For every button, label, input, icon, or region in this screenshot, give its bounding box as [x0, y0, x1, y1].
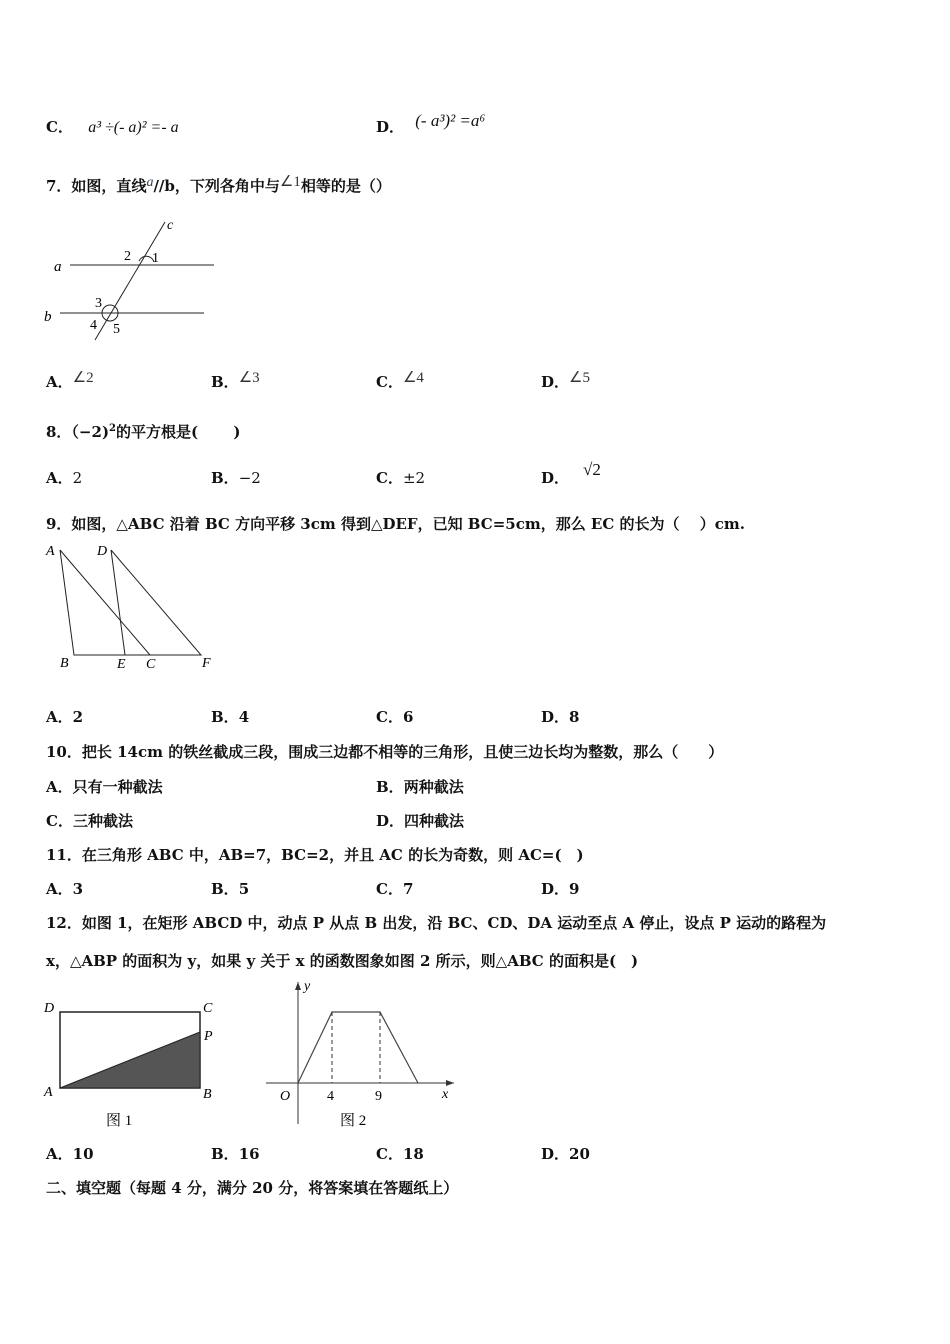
q11-option-c [376, 878, 413, 899]
q12-x-label: x [442, 1087, 449, 1102]
q10-option-c-value: 三种截法 [72, 812, 133, 830]
q12-point-a: A [44, 1085, 53, 1100]
q10-option-a-label: A． [46, 778, 73, 796]
q11-option-b [211, 878, 249, 899]
q7-option-a [46, 371, 94, 392]
q12-option-b-value: 16 [238, 1145, 260, 1163]
q9-option-c-value: 6 [402, 708, 414, 726]
q12-function-graph [298, 1012, 418, 1083]
q12-option-c [376, 1143, 424, 1164]
q9-point-e: E [117, 657, 126, 672]
q7-angle-5: 5 [113, 322, 120, 337]
q12-option-b [211, 1143, 260, 1164]
q7-option-b-value: ∠3 [238, 370, 260, 386]
q9-option-b [211, 706, 249, 727]
q7-option-c-value: ∠4 [402, 370, 424, 386]
q12-option-d [541, 1143, 590, 1164]
q9-triangle-abc [60, 550, 150, 655]
section-2-title: 二、填空题（每题 4 分，满分 20 分，将答案填在答题纸上） [46, 1179, 459, 1197]
q10-option-c-label: C． [46, 812, 73, 830]
q9-option-b-label: B． [211, 708, 239, 726]
q12-origin-label: O [280, 1089, 291, 1104]
q7-stem-part3: 相等的是（） [300, 177, 391, 195]
q6-option-d-label: D． [376, 118, 405, 136]
q6-option-c-expr: a³ ÷(- a)² =- a [88, 119, 179, 136]
q7-option-d [541, 371, 590, 392]
q12-option-c-label: C． [376, 1145, 403, 1163]
q7-stem [46, 175, 391, 196]
q10-option-b-label: B． [376, 778, 404, 796]
q7-angle-2: 2 [124, 249, 131, 264]
q7-stem-part2: //b，下列各角中与 [153, 177, 280, 195]
q10-option-d-label: D． [376, 812, 405, 830]
q9-option-a-value: 2 [72, 708, 84, 726]
q12-option-c-value: 18 [402, 1145, 424, 1163]
q7-option-d-value: ∠5 [569, 370, 590, 386]
q7-label-b: b [44, 309, 52, 325]
q7-option-c [376, 371, 424, 392]
q12-option-d-label: D． [541, 1145, 570, 1163]
q11-option-a-label: A． [46, 880, 73, 898]
q6-option-d [376, 110, 486, 136]
q10-option-d [376, 810, 464, 831]
q9-option-d-value: 8 [569, 708, 580, 726]
q12-shaded-triangle [60, 1032, 200, 1088]
q7-angle-3: 3 [95, 296, 102, 311]
q8-stem-exponent: 2 [109, 423, 117, 434]
q12-y-axis-arrow [295, 982, 301, 990]
q11-option-d [541, 878, 579, 899]
q9-option-b-value: 4 [238, 708, 250, 726]
q12-option-a-label: A． [46, 1145, 73, 1163]
q12-point-p: P [204, 1029, 213, 1044]
q12-y-label: y [304, 979, 311, 994]
q6-option-c-label: C． [46, 118, 73, 136]
q12-option-d-value: 20 [569, 1145, 590, 1163]
q8-option-c-value: ±2 [402, 469, 426, 487]
q11-option-d-value: 9 [569, 880, 580, 898]
q7-label-a: a [54, 259, 62, 275]
q6-option-c [46, 116, 179, 137]
q8-stem-part1: 8．（−2) [46, 423, 110, 441]
q7-option-a-value: ∠2 [72, 370, 94, 386]
q12-figure-1 [40, 992, 230, 1132]
q9-point-a: A [46, 544, 55, 559]
q8-stem-part2: 的平方根是( ) [116, 423, 241, 441]
q12-point-b: B [203, 1087, 212, 1102]
q11-option-c-label: C． [376, 880, 403, 898]
q12-figure-2 [262, 976, 462, 1132]
q12-point-d: D [44, 1001, 55, 1016]
q9-option-d-label: D． [541, 708, 570, 726]
q7-angle-1: 1 [152, 251, 159, 266]
q12-option-a-value: 10 [72, 1145, 94, 1163]
q10-stem: 10．把长 14cm 的铁丝截成三段，围成三边都不相等的三角形，且使三边长均为整数，那么（ ） [46, 743, 724, 761]
q7-figure [40, 212, 230, 342]
q9-option-a-label: A． [46, 708, 73, 726]
q7-stem-part1: 7．如图，直线 [46, 177, 147, 195]
q9-stem: 9．如图，△ABC 沿着 BC 方向平移 3cm 得到△DEF，已知 BC=5cm，那么 EC 的长为（ ）cm. [46, 515, 745, 533]
q10-option-b-value: 两种截法 [403, 778, 464, 796]
q12-point-c: C [203, 1001, 213, 1016]
q12-option-b-label: B． [211, 1145, 239, 1163]
q10-option-a-value: 只有一种截法 [72, 778, 163, 796]
q11-option-d-label: D． [541, 880, 570, 898]
q9-option-d [541, 706, 579, 727]
q7-stem-angle: ∠1 [279, 174, 301, 190]
q12-stem-line2: x，△ABP 的面积为 y，如果 y 关于 x 的函数图象如图 2 所示，则△ABC 的面积是( ) [46, 952, 639, 970]
q8-option-d [541, 460, 601, 488]
q11-option-a [46, 878, 83, 899]
q11-stem: 11．在三角形 ABC 中，AB=7，BC=2，并且 AC 的长为奇数，则 AC=( ) [46, 846, 584, 864]
q7-line-c [95, 222, 165, 340]
q8-option-b-label: B． [211, 469, 239, 487]
q8-option-d-label: D． [541, 469, 570, 487]
q6-option-d-expr: (- a³)² =a⁶ [415, 111, 486, 130]
q9-figure [40, 540, 230, 675]
q12-figure-1-caption: 图 1 [106, 1113, 133, 1129]
q8-option-a [46, 467, 82, 488]
q9-option-c-label: C． [376, 708, 403, 726]
q8-stem [46, 421, 240, 442]
q12-tick-4: 4 [327, 1089, 334, 1104]
q8-option-d-value: √2 [583, 460, 601, 479]
q8-option-b [211, 467, 261, 488]
q7-option-c-label: C． [376, 373, 403, 391]
q9-option-a [46, 706, 83, 727]
q8-option-a-value: 2 [72, 469, 83, 487]
q9-point-d: D [97, 544, 108, 559]
q10-option-c [46, 810, 133, 831]
q11-option-b-label: B． [211, 880, 239, 898]
q12-x-axis-arrow [446, 1080, 454, 1086]
q11-option-a-value: 3 [72, 880, 84, 898]
q10-option-d-value: 四种截法 [404, 812, 465, 830]
q7-option-d-label: D． [541, 373, 570, 391]
q10-option-a [46, 776, 163, 797]
q10-option-b [376, 776, 464, 797]
q7-option-b-label: B． [211, 373, 239, 391]
q7-option-b [211, 371, 260, 392]
q12-tick-9: 9 [375, 1089, 382, 1104]
q11-option-c-value: 7 [402, 880, 414, 898]
q12-stem-line1: 12．如图 1，在矩形 ABCD 中，动点 P 从点 B 出发，沿 BC、CD、DA 运动至点 A 停止，设点 P 运动的路程为 [46, 914, 827, 932]
q7-stem-var: a [146, 175, 154, 190]
q7-angle-4: 4 [90, 318, 97, 333]
q8-option-a-label: A． [46, 469, 73, 487]
q12-option-a [46, 1143, 94, 1164]
q9-option-c [376, 706, 413, 727]
q9-point-b: B [60, 656, 69, 671]
q7-label-c: c [167, 218, 174, 233]
q9-point-c: C [146, 657, 156, 672]
q7-option-a-label: A． [46, 373, 73, 391]
q8-option-b-value: −2 [238, 469, 261, 487]
q8-option-c-label: C． [376, 469, 403, 487]
q11-option-b-value: 5 [238, 880, 250, 898]
q12-figure-2-caption: 图 2 [340, 1113, 367, 1129]
q8-option-c [376, 467, 425, 488]
q9-triangle-def [111, 550, 201, 655]
q9-point-f: F [202, 656, 211, 671]
